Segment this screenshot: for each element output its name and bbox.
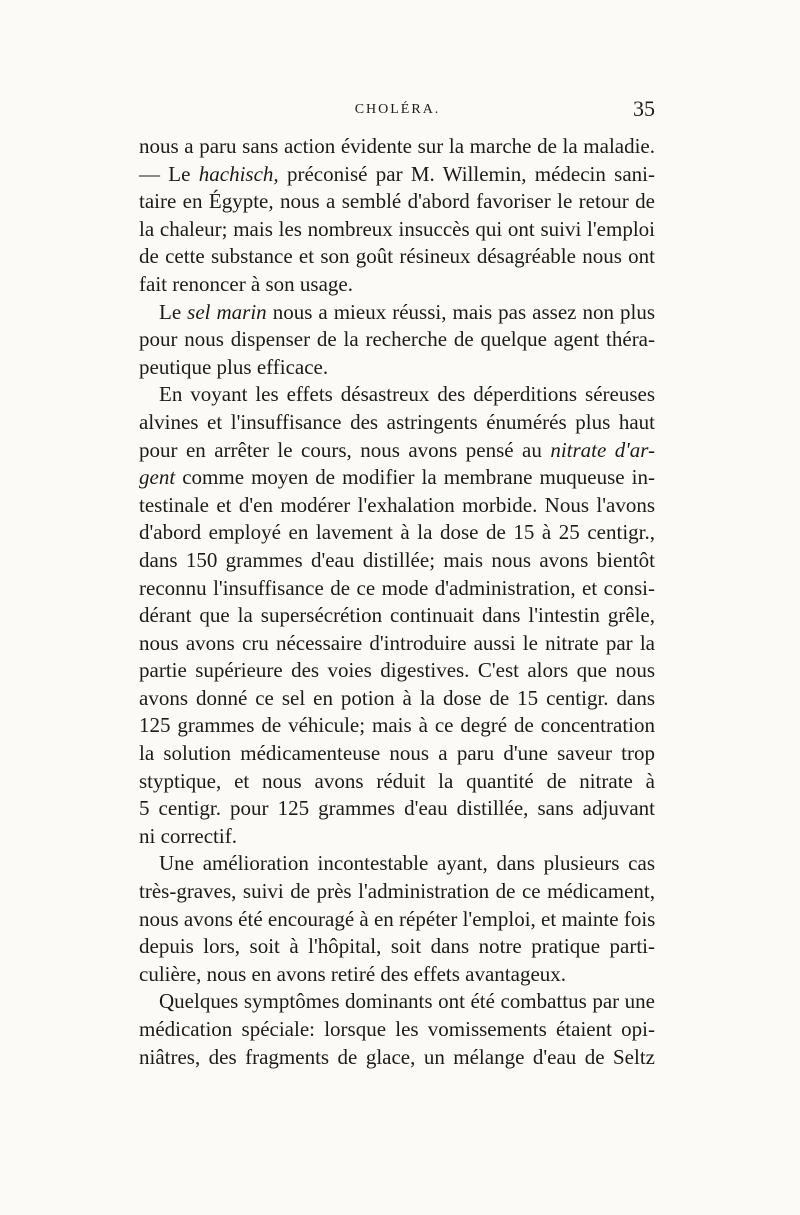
text-run: préconisé par M. Willemin, médecin sani- <box>286 161 656 186</box>
text-line <box>139 768 655 796</box>
text-run: — Le <box>139 161 191 186</box>
text-run: reconnu l'insuffisance de ce mode d'administration, et consi- <box>139 575 655 600</box>
text-line <box>139 630 655 658</box>
text-line <box>139 602 655 630</box>
text-line <box>139 1016 655 1044</box>
text-run: de cette substance et son goût résineux désagréable nous ont <box>139 244 655 269</box>
text-line <box>139 299 655 327</box>
text-run: nous a mieux réussi, mais pas assez non plus <box>272 299 656 324</box>
text-line <box>139 575 655 603</box>
text-run: très-graves, suivi de près l'administration de ce médicament, <box>139 879 655 904</box>
text-line <box>139 795 655 823</box>
text-run: comme moyen de modifier la membrane muqueuse in- <box>182 465 655 490</box>
text-run: partie supérieure des voies digestives. C'est alors que nous <box>139 658 655 683</box>
italic-term: nitrate d'ar- <box>550 437 655 462</box>
text-line <box>139 188 655 216</box>
text-line <box>139 1044 655 1072</box>
text-line <box>139 519 655 547</box>
text-run: Quelques symptômes dominants ont été combattus par une <box>159 989 655 1014</box>
text-line <box>139 878 655 906</box>
page-header <box>140 96 655 130</box>
text-line <box>139 492 655 520</box>
text-run: Le <box>159 299 182 324</box>
text-run: fait renoncer à son usage. <box>139 271 353 296</box>
italic-term: gent <box>139 465 176 490</box>
text-run: d'abord employé en lavement à la dose de 15 à 25 centigr., <box>139 520 655 545</box>
page-number: 35 <box>633 96 655 121</box>
text-line <box>139 933 655 961</box>
text-run: testinale et d'en modérer l'exhalation morbide. Nous l'avons <box>139 492 655 517</box>
body-text <box>139 133 655 1071</box>
text-line <box>139 823 655 851</box>
text-line <box>139 381 655 409</box>
text-run: alvines et l'insuffisance des astringents énumérés plus haut <box>139 409 655 434</box>
text-line <box>139 133 655 161</box>
text-run: styptique, et nous avons réduit la quantité de nitrate à <box>139 768 655 793</box>
text-run: 125 grammes de véhicule; mais à ce degré de concentration <box>139 713 655 738</box>
text-line <box>139 271 655 299</box>
text-run: niâtres, des fragments de glace, un mélange d'eau de Seltz <box>139 1044 655 1069</box>
text-line <box>139 409 655 437</box>
running-title: CHOLÉRA. <box>354 102 441 117</box>
text-line <box>139 685 655 713</box>
text-run: la solution médicamenteuse nous a paru d'une saveur trop <box>139 741 655 766</box>
text-run: nous avons cru nécessaire d'introduire aussi le nitrate par la <box>139 630 655 655</box>
text-run: dérant que la supersécrétion continuait dans l'intestin grêle, <box>139 603 655 628</box>
text-run: avons donné ce sel en potion à la dose de 15 centigr. dans <box>139 685 655 710</box>
text-run: nous avons été encouragé à en répéter l'emploi, et mainte fois <box>139 906 656 931</box>
text-run: dans 150 grammes d'eau distillée; mais nous avons bientôt <box>139 547 655 572</box>
italic-term: hachisch, <box>198 161 279 186</box>
text-run: peutique plus efficace. <box>139 354 329 379</box>
text-run: la chaleur; mais les nombreux insuccès qui ont suivi l'emploi <box>139 216 655 241</box>
text-line <box>139 906 655 934</box>
text-run: médication spéciale: lorsque les vomissements étaient opi- <box>139 1017 655 1041</box>
text-run: pour en arrêter le cours, nous avons pensé au <box>139 437 542 462</box>
text-line <box>139 464 655 492</box>
text-run: nous a paru sans action évidente sur la marche de la maladie. <box>139 134 655 158</box>
text-run: Une amélioration incontestable ayant, dans plusieurs cas <box>159 851 655 876</box>
text-line <box>139 216 655 244</box>
text-run: En voyant les effets désastreux des déperditions séreuses <box>159 382 655 407</box>
text-line <box>139 326 655 354</box>
text-line <box>139 161 655 189</box>
text-line <box>139 243 655 271</box>
text-run: depuis lors, soit à l'hôpital, soit dans notre pratique parti- <box>139 934 655 959</box>
text-line <box>139 437 655 465</box>
text-run: ni correctif. <box>139 823 237 848</box>
text-line <box>139 961 655 989</box>
italic-term: sel marin <box>187 299 267 324</box>
text-line <box>139 354 655 382</box>
text-line <box>139 988 655 1016</box>
text-line <box>139 547 655 575</box>
text-run: taire en Égypte, nous a semblé d'abord favoriser le retour de <box>139 189 655 214</box>
text-line <box>139 712 655 740</box>
text-line <box>139 657 655 685</box>
text-line <box>139 850 655 878</box>
text-run: culière, nous en avons retiré des effets avantageux. <box>139 961 567 986</box>
text-line <box>139 740 655 768</box>
text-run: 5 centigr. pour 125 grammes d'eau distillée, sans adjuvant <box>139 796 655 821</box>
text-run: pour nous dispenser de la recherche de quelque agent théra- <box>139 327 655 352</box>
